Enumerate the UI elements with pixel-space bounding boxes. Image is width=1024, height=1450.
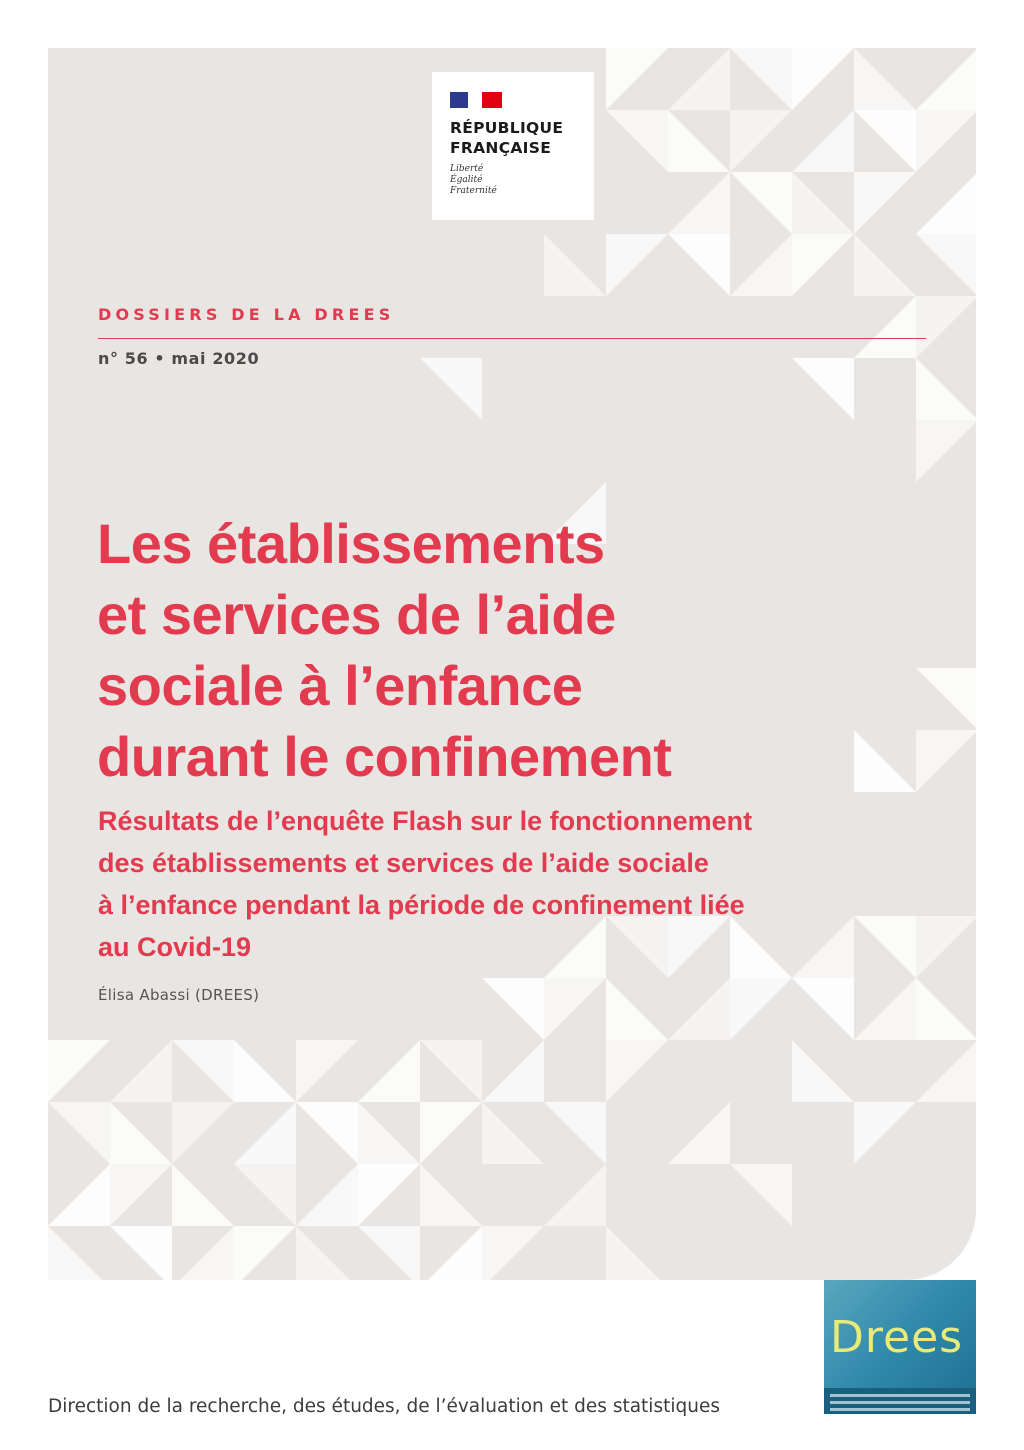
pattern-triangle	[234, 1040, 296, 1102]
pattern-triangle	[730, 48, 792, 110]
footer-organization: Direction de la recherche, des études, de l’évaluation et des statistiques	[48, 1396, 720, 1417]
pattern-triangle	[420, 1226, 482, 1280]
subtitle-line: à l’enfance pendant la période de confinement liée	[98, 890, 745, 920]
series-label: DOSSIERS DE LA DREES	[98, 305, 395, 324]
pattern-triangle	[296, 1226, 358, 1280]
motto-egalite: Égalité	[450, 175, 483, 185]
pattern-triangle	[358, 1040, 420, 1102]
pattern-triangle	[48, 1226, 110, 1280]
pattern-triangle	[110, 1102, 172, 1164]
pattern-triangle	[916, 234, 976, 296]
pattern-triangle	[358, 1226, 420, 1280]
pattern-triangle	[916, 48, 976, 110]
pattern-triangle	[792, 1040, 854, 1102]
pattern-triangle	[854, 234, 916, 296]
pattern-triangle	[606, 48, 668, 110]
pattern-triangle	[668, 234, 730, 296]
pattern-triangle	[916, 296, 976, 358]
pattern-triangle	[730, 110, 792, 172]
document-title	[97, 508, 857, 792]
pattern-triangle	[606, 234, 668, 296]
pattern-triangle	[482, 1040, 544, 1102]
pattern-triangle	[792, 234, 854, 296]
republique-line1: RÉPUBLIQUE	[450, 119, 564, 137]
pattern-triangle	[668, 1102, 730, 1164]
pattern-triangle	[420, 1040, 482, 1102]
pattern-triangle	[854, 978, 916, 1040]
drees-logo	[824, 1280, 976, 1414]
pattern-triangle	[916, 668, 976, 730]
pattern-triangle	[172, 1226, 234, 1280]
pattern-triangle	[172, 1164, 234, 1226]
republique-motto	[450, 164, 497, 197]
pattern-triangle	[606, 110, 668, 172]
pattern-triangle	[420, 1164, 482, 1226]
pattern-triangle	[854, 296, 916, 358]
pattern-triangle	[730, 172, 792, 234]
pattern-triangle	[296, 1164, 358, 1226]
pattern-triangle	[668, 110, 730, 172]
pattern-triangle	[854, 1102, 916, 1164]
pattern-triangle	[110, 1040, 172, 1102]
pattern-triangle	[792, 110, 854, 172]
pattern-triangle	[234, 1164, 296, 1226]
pattern-triangle	[606, 978, 668, 1040]
pattern-triangle	[110, 1164, 172, 1226]
drees-logo-word: Drees	[830, 1312, 964, 1363]
title-line: et services de l’aide	[97, 583, 616, 646]
pattern-triangle	[792, 978, 854, 1040]
pattern-triangle	[668, 172, 730, 234]
pattern-triangle	[544, 978, 606, 1040]
document-subtitle	[98, 800, 898, 968]
pattern-triangle	[234, 1102, 296, 1164]
pattern-triangle	[916, 358, 976, 420]
pattern-triangle	[606, 1040, 668, 1102]
title-line: Les établissements	[97, 512, 605, 575]
republique-francaise-logo	[432, 72, 594, 220]
header-rule	[98, 338, 926, 339]
pattern-triangle	[916, 110, 976, 172]
republique-name	[450, 118, 563, 158]
pattern-triangle	[110, 1226, 172, 1280]
pattern-triangle	[916, 172, 976, 234]
subtitle-line: des établissements et services de l’aide sociale	[98, 848, 709, 878]
motto-liberte: Liberté	[450, 164, 484, 174]
motto-fraternite: Fraternité	[450, 186, 497, 196]
subtitle-line: Résultats de l’enquête Flash sur le fonctionnement	[98, 806, 753, 836]
pattern-triangle	[420, 1102, 482, 1164]
pattern-triangle	[916, 978, 976, 1040]
pattern-triangle	[358, 1102, 420, 1164]
pattern-triangle	[792, 358, 854, 420]
pattern-triangle	[730, 234, 792, 296]
pattern-triangle	[792, 48, 854, 110]
pattern-triangle	[668, 978, 730, 1040]
pattern-triangle	[48, 1102, 110, 1164]
pattern-triangle	[48, 1040, 110, 1102]
pattern-triangle	[544, 1102, 606, 1164]
pattern-triangle	[482, 1226, 544, 1280]
pattern-triangle	[544, 1164, 606, 1226]
pattern-triangle	[854, 110, 916, 172]
marianne-flag-icon	[450, 92, 502, 108]
pattern-triangle	[916, 420, 976, 482]
pattern-triangle	[544, 234, 606, 296]
pattern-triangle	[420, 358, 482, 420]
pattern-triangle	[48, 1164, 110, 1226]
title-line: durant le confinement	[97, 725, 672, 788]
pattern-triangle	[916, 730, 976, 792]
pattern-triangle	[358, 1164, 420, 1226]
pattern-triangle	[606, 1226, 668, 1280]
republique-line2: FRANÇAISE	[450, 139, 552, 157]
pattern-triangle	[482, 978, 544, 1040]
title-line: sociale à l’enfance	[97, 654, 583, 717]
pattern-triangle	[916, 916, 976, 978]
drees-logo-tagline-graphic	[824, 1388, 976, 1414]
pattern-triangle	[730, 978, 792, 1040]
pattern-triangle	[172, 1040, 234, 1102]
pattern-triangle	[172, 1102, 234, 1164]
pattern-triangle	[234, 1226, 296, 1280]
pattern-triangle	[730, 1164, 792, 1226]
pattern-triangle	[854, 48, 916, 110]
pattern-triangle	[296, 1102, 358, 1164]
pattern-triangle	[482, 1102, 544, 1164]
pattern-triangle	[854, 172, 916, 234]
issue-number-date: n° 56 • mai 2020	[98, 349, 260, 368]
pattern-triangle	[792, 172, 854, 234]
pattern-triangle	[854, 730, 916, 792]
subtitle-line: au Covid-19	[98, 932, 252, 962]
author-name: Élisa Abassi (DREES)	[98, 986, 260, 1004]
pattern-triangle	[916, 1040, 976, 1102]
pattern-triangle	[296, 1040, 358, 1102]
pattern-triangle	[668, 48, 730, 110]
